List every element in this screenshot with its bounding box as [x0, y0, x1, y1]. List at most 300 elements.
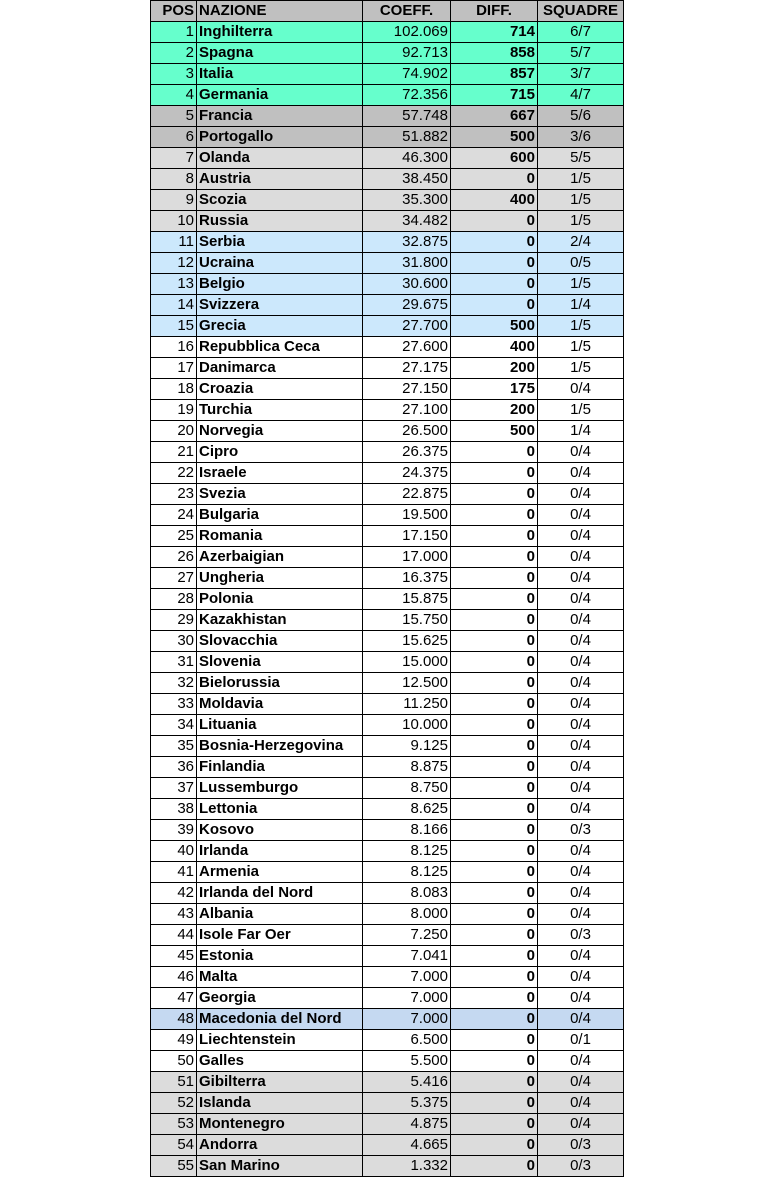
cell-pos: 30 — [151, 631, 197, 652]
table-row — [151, 820, 624, 841]
cell-diff: 0 — [451, 484, 538, 505]
table-row — [151, 232, 624, 253]
cell-nation: Repubblica Ceca — [197, 337, 363, 358]
cell-teams: 0/4 — [538, 841, 624, 862]
cell-pos: 18 — [151, 379, 197, 400]
cell-nation: Russia — [197, 211, 363, 232]
table-row — [151, 652, 624, 673]
cell-teams: 6/7 — [538, 22, 624, 43]
cell-teams: 0/4 — [538, 505, 624, 526]
table-row — [151, 547, 624, 568]
cell-coeff: 7.000 — [363, 967, 451, 988]
cell-teams: 3/7 — [538, 64, 624, 85]
cell-nation: Kosovo — [197, 820, 363, 841]
cell-nation: Ungheria — [197, 568, 363, 589]
cell-pos: 49 — [151, 1030, 197, 1051]
cell-teams: 0/3 — [538, 1156, 624, 1177]
cell-coeff: 27.150 — [363, 379, 451, 400]
cell-nation: Montenegro — [197, 1114, 363, 1135]
table-row — [151, 673, 624, 694]
table-row — [151, 862, 624, 883]
cell-pos: 17 — [151, 358, 197, 379]
cell-teams: 5/7 — [538, 43, 624, 64]
table-row — [151, 505, 624, 526]
cell-pos: 15 — [151, 316, 197, 337]
table-row — [151, 967, 624, 988]
cell-pos: 47 — [151, 988, 197, 1009]
cell-coeff: 72.356 — [363, 85, 451, 106]
header-nation: NAZIONE — [197, 1, 363, 22]
cell-pos: 34 — [151, 715, 197, 736]
cell-diff: 0 — [451, 211, 538, 232]
cell-coeff: 26.500 — [363, 421, 451, 442]
cell-nation: Danimarca — [197, 358, 363, 379]
cell-coeff: 24.375 — [363, 463, 451, 484]
table-row — [151, 568, 624, 589]
cell-diff: 0 — [451, 1093, 538, 1114]
cell-coeff: 19.500 — [363, 505, 451, 526]
cell-teams: 0/4 — [538, 652, 624, 673]
cell-nation: Slovacchia — [197, 631, 363, 652]
cell-pos: 41 — [151, 862, 197, 883]
table-row — [151, 316, 624, 337]
cell-pos: 48 — [151, 1009, 197, 1030]
cell-pos: 2 — [151, 43, 197, 64]
cell-coeff: 8.750 — [363, 778, 451, 799]
cell-nation: Romania — [197, 526, 363, 547]
cell-diff: 0 — [451, 673, 538, 694]
cell-pos: 9 — [151, 190, 197, 211]
cell-diff: 715 — [451, 85, 538, 106]
cell-pos: 38 — [151, 799, 197, 820]
cell-coeff: 8.625 — [363, 799, 451, 820]
cell-nation: Cipro — [197, 442, 363, 463]
cell-nation: Belgio — [197, 274, 363, 295]
cell-nation: Israele — [197, 463, 363, 484]
cell-coeff: 29.675 — [363, 295, 451, 316]
cell-pos: 10 — [151, 211, 197, 232]
cell-pos: 16 — [151, 337, 197, 358]
cell-nation: Lituania — [197, 715, 363, 736]
cell-pos: 35 — [151, 736, 197, 757]
cell-diff: 0 — [451, 526, 538, 547]
table-row — [151, 106, 624, 127]
table-row — [151, 526, 624, 547]
cell-pos: 39 — [151, 820, 197, 841]
cell-coeff: 7.000 — [363, 988, 451, 1009]
cell-pos: 36 — [151, 757, 197, 778]
cell-nation: Turchia — [197, 400, 363, 421]
cell-diff: 0 — [451, 547, 538, 568]
cell-nation: Grecia — [197, 316, 363, 337]
cell-nation: Polonia — [197, 589, 363, 610]
cell-diff: 714 — [451, 22, 538, 43]
cell-nation: Armenia — [197, 862, 363, 883]
cell-diff: 0 — [451, 715, 538, 736]
cell-pos: 19 — [151, 400, 197, 421]
table-row — [151, 484, 624, 505]
cell-diff: 0 — [451, 1135, 538, 1156]
cell-diff: 0 — [451, 862, 538, 883]
cell-coeff: 8.083 — [363, 883, 451, 904]
cell-coeff: 15.875 — [363, 589, 451, 610]
cell-diff: 667 — [451, 106, 538, 127]
cell-coeff: 5.375 — [363, 1093, 451, 1114]
cell-teams: 0/4 — [538, 736, 624, 757]
header-pos: POS — [151, 1, 197, 22]
cell-teams: 4/7 — [538, 85, 624, 106]
table-row — [151, 211, 624, 232]
cell-nation: Svizzera — [197, 295, 363, 316]
cell-nation: Macedonia del Nord — [197, 1009, 363, 1030]
cell-teams: 0/4 — [538, 547, 624, 568]
table-row — [151, 169, 624, 190]
cell-teams: 0/3 — [538, 925, 624, 946]
cell-teams: 1/5 — [538, 400, 624, 421]
cell-diff: 0 — [451, 253, 538, 274]
cell-pos: 3 — [151, 64, 197, 85]
cell-diff: 0 — [451, 1009, 538, 1030]
cell-diff: 0 — [451, 610, 538, 631]
cell-diff: 0 — [451, 589, 538, 610]
table-row — [151, 463, 624, 484]
cell-coeff: 8.125 — [363, 862, 451, 883]
table-row — [151, 631, 624, 652]
cell-nation: Galles — [197, 1051, 363, 1072]
cell-pos: 1 — [151, 22, 197, 43]
table-row — [151, 295, 624, 316]
cell-coeff: 10.000 — [363, 715, 451, 736]
cell-teams: 1/5 — [538, 316, 624, 337]
cell-coeff: 7.000 — [363, 1009, 451, 1030]
cell-diff: 500 — [451, 421, 538, 442]
cell-pos: 8 — [151, 169, 197, 190]
cell-teams: 0/1 — [538, 1030, 624, 1051]
cell-nation: Germania — [197, 85, 363, 106]
cell-teams: 5/5 — [538, 148, 624, 169]
cell-diff: 0 — [451, 757, 538, 778]
cell-coeff: 17.150 — [363, 526, 451, 547]
cell-diff: 200 — [451, 400, 538, 421]
cell-teams: 0/4 — [538, 589, 624, 610]
cell-nation: Svezia — [197, 484, 363, 505]
cell-teams: 0/4 — [538, 757, 624, 778]
cell-teams: 1/5 — [538, 211, 624, 232]
cell-coeff: 15.625 — [363, 631, 451, 652]
cell-teams: 0/4 — [538, 610, 624, 631]
cell-coeff: 27.100 — [363, 400, 451, 421]
table-row — [151, 1093, 624, 1114]
cell-pos: 54 — [151, 1135, 197, 1156]
cell-coeff: 38.450 — [363, 169, 451, 190]
cell-teams: 0/4 — [538, 463, 624, 484]
table-row — [151, 799, 624, 820]
cell-teams: 0/4 — [538, 1009, 624, 1030]
cell-pos: 28 — [151, 589, 197, 610]
cell-diff: 0 — [451, 169, 538, 190]
cell-pos: 13 — [151, 274, 197, 295]
cell-teams: 0/4 — [538, 1051, 624, 1072]
cell-pos: 6 — [151, 127, 197, 148]
cell-teams: 0/4 — [538, 799, 624, 820]
cell-coeff: 7.041 — [363, 946, 451, 967]
table-row — [151, 253, 624, 274]
cell-teams: 0/4 — [538, 1114, 624, 1135]
table-row — [151, 610, 624, 631]
cell-teams: 0/4 — [538, 694, 624, 715]
cell-teams: 1/5 — [538, 337, 624, 358]
cell-diff: 0 — [451, 1030, 538, 1051]
cell-pos: 33 — [151, 694, 197, 715]
cell-nation: Francia — [197, 106, 363, 127]
cell-teams: 0/4 — [538, 862, 624, 883]
cell-teams: 0/4 — [538, 1072, 624, 1093]
cell-pos: 45 — [151, 946, 197, 967]
cell-nation: Olanda — [197, 148, 363, 169]
table-row — [151, 589, 624, 610]
cell-nation: Irlanda del Nord — [197, 883, 363, 904]
cell-nation: Islanda — [197, 1093, 363, 1114]
cell-coeff: 6.500 — [363, 1030, 451, 1051]
cell-teams: 0/4 — [538, 568, 624, 589]
cell-teams: 0/4 — [538, 883, 624, 904]
cell-nation: Norvegia — [197, 421, 363, 442]
cell-pos: 51 — [151, 1072, 197, 1093]
cell-coeff: 11.250 — [363, 694, 451, 715]
cell-diff: 0 — [451, 820, 538, 841]
cell-teams: 1/4 — [538, 421, 624, 442]
cell-diff: 600 — [451, 148, 538, 169]
cell-diff: 400 — [451, 337, 538, 358]
cell-pos: 43 — [151, 904, 197, 925]
cell-coeff: 92.713 — [363, 43, 451, 64]
cell-diff: 0 — [451, 442, 538, 463]
cell-teams: 0/4 — [538, 1093, 624, 1114]
cell-nation: Finlandia — [197, 757, 363, 778]
cell-coeff: 16.375 — [363, 568, 451, 589]
table-row — [151, 421, 624, 442]
table-row — [151, 1135, 624, 1156]
cell-nation: Ucraina — [197, 253, 363, 274]
cell-pos: 23 — [151, 484, 197, 505]
cell-diff: 0 — [451, 232, 538, 253]
cell-nation: Malta — [197, 967, 363, 988]
cell-pos: 52 — [151, 1093, 197, 1114]
cell-teams: 1/5 — [538, 274, 624, 295]
table-row — [151, 442, 624, 463]
table-row — [151, 22, 624, 43]
cell-teams: 0/4 — [538, 631, 624, 652]
cell-nation: Slovenia — [197, 652, 363, 673]
header-teams: SQUADRE — [538, 1, 624, 22]
table-body — [151, 22, 624, 1177]
cell-teams: 0/4 — [538, 673, 624, 694]
cell-diff: 0 — [451, 652, 538, 673]
cell-pos: 53 — [151, 1114, 197, 1135]
cell-diff: 0 — [451, 988, 538, 1009]
cell-diff: 500 — [451, 127, 538, 148]
cell-pos: 32 — [151, 673, 197, 694]
table-row — [151, 1030, 624, 1051]
table-row — [151, 64, 624, 85]
cell-coeff: 31.800 — [363, 253, 451, 274]
cell-coeff: 17.000 — [363, 547, 451, 568]
cell-diff: 858 — [451, 43, 538, 64]
cell-coeff: 5.500 — [363, 1051, 451, 1072]
table-row — [151, 148, 624, 169]
cell-diff: 0 — [451, 904, 538, 925]
table-row — [151, 946, 624, 967]
table-row — [151, 736, 624, 757]
cell-pos: 11 — [151, 232, 197, 253]
cell-teams: 0/4 — [538, 379, 624, 400]
cell-teams: 5/6 — [538, 106, 624, 127]
cell-coeff: 7.250 — [363, 925, 451, 946]
cell-diff: 0 — [451, 631, 538, 652]
cell-coeff: 26.375 — [363, 442, 451, 463]
cell-diff: 0 — [451, 295, 538, 316]
cell-coeff: 8.875 — [363, 757, 451, 778]
cell-nation: Bosnia-Herzegovina — [197, 736, 363, 757]
cell-nation: Croazia — [197, 379, 363, 400]
cell-pos: 20 — [151, 421, 197, 442]
cell-teams: 0/4 — [538, 946, 624, 967]
table-row — [151, 358, 624, 379]
cell-pos: 12 — [151, 253, 197, 274]
table-row — [151, 400, 624, 421]
cell-coeff: 35.300 — [363, 190, 451, 211]
cell-diff: 0 — [451, 1156, 538, 1177]
cell-pos: 24 — [151, 505, 197, 526]
cell-teams: 1/5 — [538, 169, 624, 190]
cell-nation: Isole Far Oer — [197, 925, 363, 946]
cell-coeff: 22.875 — [363, 484, 451, 505]
cell-diff: 200 — [451, 358, 538, 379]
cell-nation: Spagna — [197, 43, 363, 64]
cell-diff: 0 — [451, 274, 538, 295]
table-row — [151, 337, 624, 358]
table-row — [151, 694, 624, 715]
cell-diff: 0 — [451, 694, 538, 715]
table-row — [151, 190, 624, 211]
cell-nation: Georgia — [197, 988, 363, 1009]
header-coeff: COEFF. — [363, 1, 451, 22]
cell-nation: Bielorussia — [197, 673, 363, 694]
cell-diff: 857 — [451, 64, 538, 85]
cell-pos: 46 — [151, 967, 197, 988]
cell-teams: 0/5 — [538, 253, 624, 274]
table-row — [151, 1156, 624, 1177]
cell-diff: 0 — [451, 736, 538, 757]
cell-nation: San Marino — [197, 1156, 363, 1177]
cell-pos: 55 — [151, 1156, 197, 1177]
cell-pos: 31 — [151, 652, 197, 673]
cell-coeff: 4.875 — [363, 1114, 451, 1135]
cell-pos: 44 — [151, 925, 197, 946]
cell-pos: 25 — [151, 526, 197, 547]
cell-diff: 0 — [451, 967, 538, 988]
cell-nation: Portogallo — [197, 127, 363, 148]
ranking-table — [150, 0, 624, 1177]
table-row — [151, 127, 624, 148]
table-row — [151, 988, 624, 1009]
cell-coeff: 12.500 — [363, 673, 451, 694]
cell-pos: 50 — [151, 1051, 197, 1072]
cell-coeff: 27.700 — [363, 316, 451, 337]
cell-nation: Kazakhistan — [197, 610, 363, 631]
cell-pos: 22 — [151, 463, 197, 484]
cell-nation: Liechtenstein — [197, 1030, 363, 1051]
cell-diff: 0 — [451, 1072, 538, 1093]
table-row — [151, 904, 624, 925]
table-row — [151, 925, 624, 946]
cell-pos: 42 — [151, 883, 197, 904]
table-row — [151, 841, 624, 862]
cell-teams: 0/4 — [538, 442, 624, 463]
cell-nation: Irlanda — [197, 841, 363, 862]
cell-coeff: 32.875 — [363, 232, 451, 253]
cell-coeff: 46.300 — [363, 148, 451, 169]
table-row — [151, 883, 624, 904]
cell-teams: 2/4 — [538, 232, 624, 253]
cell-diff: 0 — [451, 463, 538, 484]
cell-nation: Lussemburgo — [197, 778, 363, 799]
cell-nation: Azerbaigian — [197, 547, 363, 568]
table-row — [151, 1114, 624, 1135]
cell-coeff: 15.750 — [363, 610, 451, 631]
cell-coeff: 8.000 — [363, 904, 451, 925]
cell-pos: 27 — [151, 568, 197, 589]
cell-diff: 175 — [451, 379, 538, 400]
cell-nation: Austria — [197, 169, 363, 190]
cell-diff: 0 — [451, 778, 538, 799]
cell-teams: 0/4 — [538, 484, 624, 505]
cell-teams: 1/5 — [538, 190, 624, 211]
cell-teams: 3/6 — [538, 127, 624, 148]
cell-coeff: 34.482 — [363, 211, 451, 232]
cell-coeff: 57.748 — [363, 106, 451, 127]
cell-coeff: 4.665 — [363, 1135, 451, 1156]
cell-nation: Bulgaria — [197, 505, 363, 526]
table-row — [151, 1072, 624, 1093]
cell-teams: 0/4 — [538, 967, 624, 988]
cell-diff: 0 — [451, 946, 538, 967]
cell-coeff: 74.902 — [363, 64, 451, 85]
cell-coeff: 9.125 — [363, 736, 451, 757]
cell-teams: 1/4 — [538, 295, 624, 316]
cell-coeff: 8.166 — [363, 820, 451, 841]
cell-coeff: 27.175 — [363, 358, 451, 379]
cell-nation: Albania — [197, 904, 363, 925]
cell-pos: 29 — [151, 610, 197, 631]
cell-coeff: 8.125 — [363, 841, 451, 862]
cell-pos: 21 — [151, 442, 197, 463]
cell-coeff: 102.069 — [363, 22, 451, 43]
cell-diff: 0 — [451, 799, 538, 820]
cell-diff: 500 — [451, 316, 538, 337]
cell-teams: 1/5 — [538, 358, 624, 379]
cell-coeff: 27.600 — [363, 337, 451, 358]
cell-coeff: 15.000 — [363, 652, 451, 673]
table-row — [151, 43, 624, 64]
cell-pos: 37 — [151, 778, 197, 799]
cell-teams: 0/4 — [538, 715, 624, 736]
cell-nation: Serbia — [197, 232, 363, 253]
cell-diff: 0 — [451, 841, 538, 862]
cell-diff: 400 — [451, 190, 538, 211]
cell-coeff: 1.332 — [363, 1156, 451, 1177]
cell-pos: 7 — [151, 148, 197, 169]
